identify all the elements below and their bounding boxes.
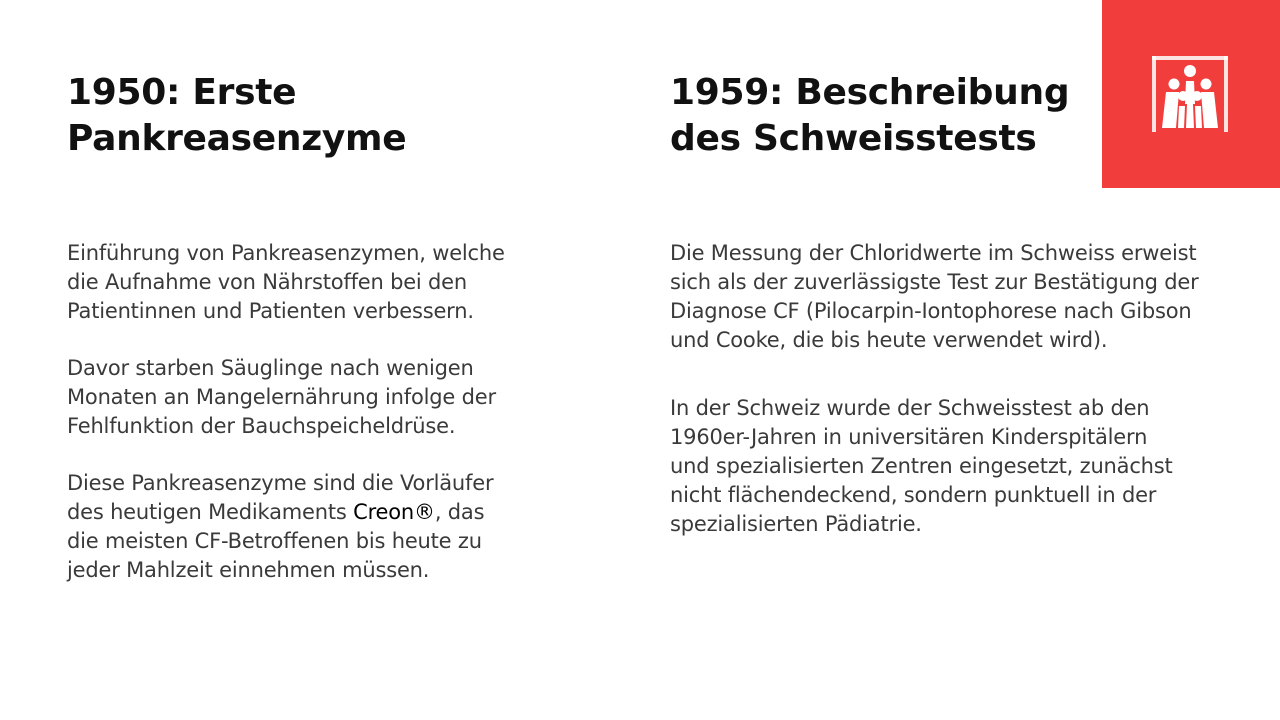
title-1959-line: 1959: Beschreibung [670, 72, 1070, 113]
title-1950 [67, 70, 406, 162]
logo-box [1102, 0, 1280, 188]
paragraph-chloridwerte [670, 239, 1199, 355]
text-line: Einführung von Pankreasenzymen, welche [67, 241, 505, 265]
text-line: jeder Mahlzeit einnehmen müssen. [67, 558, 430, 582]
text-line: Die Messung der Chloridwerte im Schweiss erweist [670, 241, 1197, 265]
paragraph-creon [67, 469, 493, 585]
text-line: nicht flächendeckend, sondern punktuell in der [670, 483, 1157, 507]
title-1959 [670, 70, 1069, 162]
text-line: 1960er-Jahren in universitären Kinderspitälern [670, 425, 1148, 449]
paragraph-pankreasenzyme-intro [67, 239, 505, 326]
text-line-with-brand [67, 498, 493, 527]
title-1950-line: 1950: Erste [67, 72, 297, 113]
text-line: spezialisierten Pädiatrie. [670, 512, 922, 536]
people-group-icon [1152, 56, 1228, 132]
text-line: Diese Pankreasenzyme sind die Vorläufer [67, 471, 494, 495]
text-line: sich als der zuverlässigste Test zur Bestätigung der [670, 270, 1199, 294]
title-1950-line: Pankreasenzyme [67, 118, 407, 159]
text-line: Patientinnen und Patienten verbessern. [67, 299, 474, 323]
brand-creon: Creon® [353, 500, 435, 524]
text-line: die meisten CF-Betroffenen bis heute zu [67, 529, 482, 553]
text-line: Monaten an Mangelernährung infolge der [67, 385, 496, 409]
text-fragment: , das [434, 500, 485, 524]
text-fragment: des heutigen Medikaments [67, 500, 354, 524]
title-1959-line: des Schweisstests [670, 118, 1037, 159]
paragraph-schweiz [670, 394, 1173, 539]
text-line: In der Schweiz wurde der Schweisstest ab den [670, 396, 1150, 420]
text-line: Fehlfunktion der Bauchspeicheldrüse. [67, 414, 456, 438]
text-line: die Aufnahme von Nährstoffen bei den [67, 270, 467, 294]
text-line: und Cooke, die bis heute verwendet wird). [670, 328, 1108, 352]
text-line: Diagnose CF (Pilocarpin-Iontophorese nach Gibson [670, 299, 1192, 323]
text-line: Davor starben Säuglinge nach wenigen [67, 356, 474, 380]
text-line: und spezialisierten Zentren eingesetzt, zunächst [670, 454, 1173, 478]
paragraph-saeuglinge [67, 354, 496, 441]
